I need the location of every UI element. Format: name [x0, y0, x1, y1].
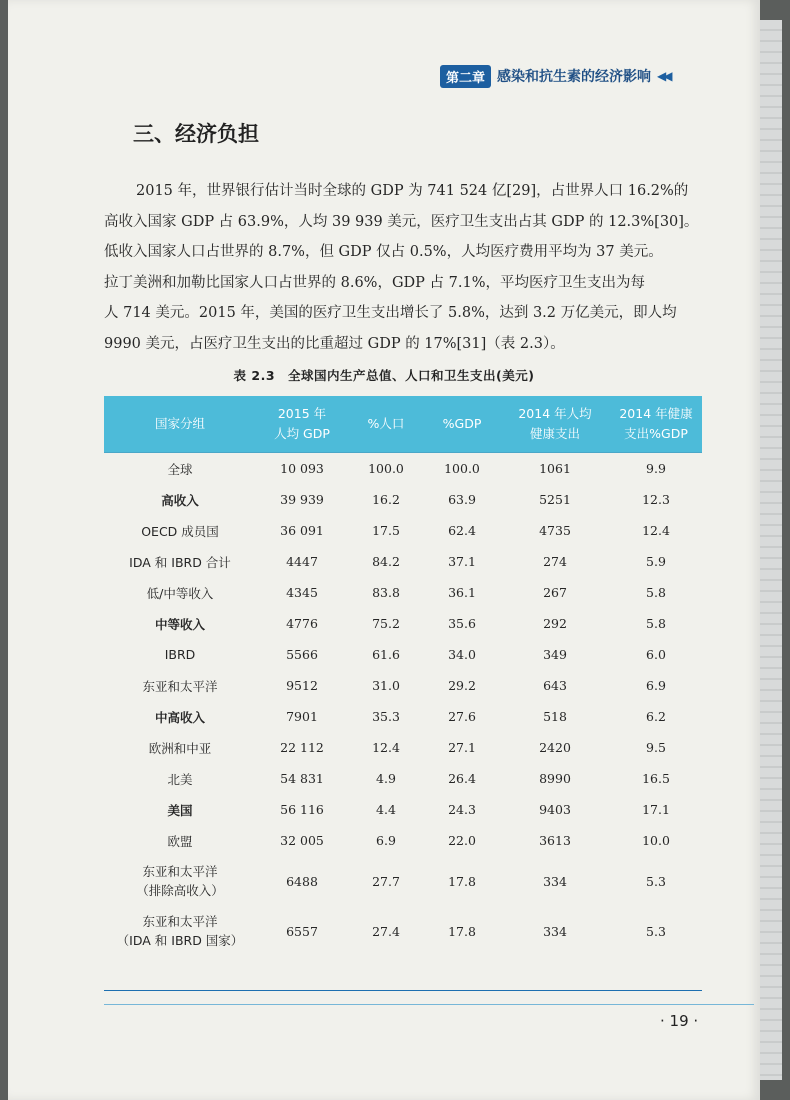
cell-pct-gdp: 35.6	[448, 616, 476, 631]
body-paragraph	[104, 176, 704, 359]
double-arrow-left-icon: ◀◀	[657, 69, 670, 83]
row-name: 中高收入	[154, 709, 205, 725]
cell-gdp: 4776	[286, 616, 318, 631]
gdp-table	[104, 396, 702, 956]
cell-pop: 35.3	[372, 709, 400, 724]
cell-health: 349	[543, 647, 567, 662]
cell-health: 8990	[539, 771, 571, 786]
cell-health: 4735	[539, 523, 571, 538]
header-pct-gdp: %GDP	[424, 396, 500, 453]
table-row	[104, 701, 702, 732]
row-name: OECD 成员国	[141, 523, 219, 539]
cell-pop: 83.8	[372, 585, 400, 600]
cell-gdp: 7901	[286, 709, 318, 724]
cell-health: 334	[543, 873, 567, 889]
cell-gdp: 4447	[286, 554, 318, 569]
cell-pop: 31.0	[372, 678, 400, 693]
cell-pop: 12.4	[372, 740, 400, 755]
table-row	[104, 856, 702, 906]
table-header-row	[104, 396, 702, 453]
cell-gdp: 32 005	[280, 833, 324, 848]
cell-health-gdp: 10.0	[642, 833, 670, 848]
cell-pop: 6.9	[376, 833, 396, 848]
data-table-container	[104, 396, 702, 956]
paragraph-line: 9990 美元，占医疗卫生支出的比重超过 GDP 的 17%[31]（表 2.3）。	[104, 335, 565, 352]
cell-gdp: 5566	[286, 647, 318, 662]
table-row	[104, 639, 702, 670]
row-name: 低/中等收入	[146, 585, 214, 601]
row-name: 高收入	[161, 492, 199, 508]
cell-health-gdp: 6.2	[646, 709, 666, 724]
cell-pct-gdp: 36.1	[448, 585, 476, 600]
cell-pop: 4.4	[376, 802, 396, 817]
cell-health: 2420	[539, 740, 571, 755]
cell-pct-gdp: 62.4	[448, 523, 476, 538]
cell-pct-gdp: 37.1	[448, 554, 476, 569]
cell-pct-gdp: 27.6	[448, 709, 476, 724]
cell-pop: 100.0	[368, 461, 404, 476]
table-row	[104, 515, 702, 546]
row-name: 美国	[167, 802, 193, 818]
cell-gdp: 6557	[286, 923, 318, 939]
page-number: · 19 ·	[660, 1012, 699, 1030]
cell-health-gdp: 16.5	[642, 771, 670, 786]
cell-gdp: 10 093	[280, 461, 324, 476]
row-name: 全球	[167, 461, 193, 477]
cell-gdp: 36 091	[280, 523, 324, 538]
cell-gdp: 54 831	[280, 771, 324, 786]
table-row	[104, 794, 702, 825]
header-gdp-per-capita: 2015 年 人均 GDP	[256, 396, 348, 453]
table-row	[104, 670, 702, 701]
cell-health-gdp: 5.9	[646, 554, 666, 569]
cell-gdp: 56 116	[280, 802, 324, 817]
cell-pct-gdp: 17.8	[448, 923, 476, 939]
section-heading: 三、经济负担	[133, 122, 259, 146]
cell-health-gdp: 5.3	[646, 923, 666, 939]
cell-health-gdp: 6.0	[646, 647, 666, 662]
cell-gdp: 22 112	[280, 740, 324, 755]
cell-pct-gdp: 24.3	[448, 802, 476, 817]
cell-pop: 27.4	[372, 923, 400, 939]
row-name: 欧洲和中亚	[148, 740, 212, 756]
cell-pct-gdp: 29.2	[448, 678, 476, 693]
cell-health-gdp: 5.8	[646, 585, 666, 600]
cell-health: 267	[543, 585, 567, 600]
header-health-pct-gdp: 2014 年健康 支出%GDP	[610, 396, 702, 453]
header-country-group: 国家分组	[104, 396, 256, 453]
table-bottom-rule	[104, 990, 702, 991]
chapter-badge: 第二章	[440, 65, 491, 88]
cell-health-gdp: 17.1	[642, 802, 670, 817]
cell-pct-gdp: 26.4	[448, 771, 476, 786]
cell-pop: 27.7	[372, 873, 400, 889]
paragraph-line: 2015 年，世界银行估计当时全球的 GDP 为 741 524 亿[29]，占世界人口 16.2%的	[136, 183, 689, 199]
cell-pct-gdp: 27.1	[448, 740, 476, 755]
cell-health: 292	[543, 616, 567, 631]
cell-health: 3613	[539, 833, 571, 848]
cell-pct-gdp: 22.0	[448, 833, 476, 848]
cell-pct-gdp: 34.0	[448, 647, 476, 662]
table-row	[104, 608, 702, 639]
table-row	[104, 577, 702, 608]
cell-health: 274	[543, 554, 567, 569]
table-caption: 表 2.3 全球国内生产总值、人口和卫生支出(美元)	[233, 368, 535, 383]
cell-pop: 16.2	[372, 492, 400, 507]
cell-health-gdp: 9.5	[646, 740, 666, 755]
cell-health: 334	[543, 923, 567, 939]
cell-health: 518	[543, 709, 567, 724]
cell-health-gdp: 12.4	[642, 523, 670, 538]
cell-health: 5251	[539, 492, 571, 507]
cell-health: 1061	[539, 461, 571, 476]
chapter-title: 感染和抗生素的经济影响	[497, 69, 652, 85]
cell-pop: 61.6	[372, 647, 400, 662]
cell-pop: 4.9	[376, 771, 396, 786]
row-name: 北美	[167, 771, 193, 787]
table-row	[104, 763, 702, 794]
paragraph-line: 低收入国家人口占世界的 8.7%，但 GDP 仅占 0.5%，人均医疗费用平均为 37 美元。	[104, 244, 663, 260]
table-row	[104, 732, 702, 763]
cell-gdp: 6488	[286, 873, 318, 889]
header-health-per-capita: 2014 年人均 健康支出	[500, 396, 610, 453]
table-row	[104, 453, 702, 485]
table-row	[104, 906, 702, 956]
cell-health-gdp: 5.3	[646, 873, 666, 889]
book-page	[8, 0, 760, 1100]
row-name: 东亚和太平洋	[142, 678, 218, 694]
cell-pct-gdp: 100.0	[444, 461, 480, 476]
cell-health: 9403	[539, 802, 571, 817]
cell-health-gdp: 6.9	[646, 678, 666, 693]
cell-gdp: 9512	[286, 678, 318, 693]
row-name: IBRD	[164, 647, 196, 662]
row-name: IDA 和 IBRD 合计	[129, 554, 231, 570]
footer-rule	[104, 1004, 754, 1005]
paragraph-line: 拉丁美洲和加勒比国家人口占世界的 8.6%，GDP 占 7.1%，平均医疗卫生支出为每	[104, 274, 645, 291]
page-stack-edge	[760, 20, 782, 1080]
table-row	[104, 546, 702, 577]
cell-health-gdp: 9.9	[646, 461, 666, 476]
running-header	[440, 63, 669, 89]
cell-health-gdp: 5.8	[646, 616, 666, 631]
cell-pop: 84.2	[372, 554, 400, 569]
cell-gdp: 4345	[286, 585, 318, 600]
cell-pop: 75.2	[372, 616, 400, 631]
row-name: 东亚和太平洋 （IDA 和 IBRD 国家）	[116, 914, 244, 948]
table-row	[104, 825, 702, 856]
row-name: 中等收入	[154, 616, 205, 632]
cell-pct-gdp: 63.9	[448, 492, 476, 507]
row-name: 欧盟	[167, 833, 193, 849]
table-row	[104, 484, 702, 515]
cell-health-gdp: 12.3	[642, 492, 670, 507]
cell-gdp: 39 939	[280, 492, 324, 507]
cell-pct-gdp: 17.8	[448, 873, 476, 889]
cell-health: 643	[543, 678, 567, 693]
row-name: 东亚和太平洋 （排除高收入）	[136, 864, 224, 898]
paragraph-line: 高收入国家 GDP 占 63.9%，人均 39 939 美元，医疗卫生支出占其 GDP 的 12.3%[30]。	[104, 213, 699, 230]
paragraph-line: 人 714 美元。2015 年，美国的医疗卫生支出增长了 5.8%，达到 3.2 万亿美元，即人均	[104, 305, 677, 321]
cell-pop: 17.5	[372, 523, 400, 538]
header-pct-population: %人口	[348, 396, 424, 453]
